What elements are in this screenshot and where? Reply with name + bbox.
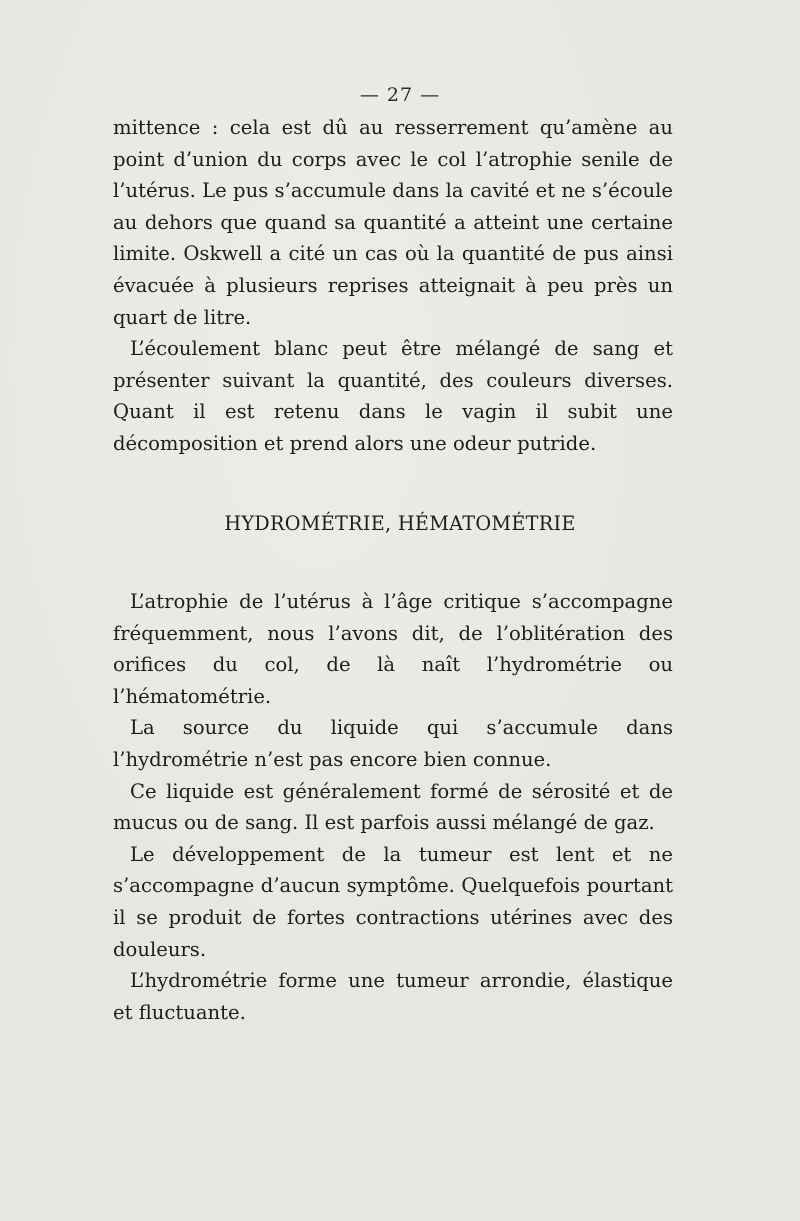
paragraph: L’hydrométrie forme une tumeur arrondie, élastique et fluctuante. xyxy=(113,969,673,1024)
text-block-top xyxy=(113,112,673,460)
section-heading: HYDROMÉTRIE, HÉMATOMÉTRIE xyxy=(224,512,576,535)
page-number: — 27 — xyxy=(359,84,441,106)
paragraph: L’atrophie de l’utérus à l’âge critique s’accompagne fréquemment, nous l’avons dit, de l’oblitération des orifices du col, de là naît l’hydrométrie ou l’hématométrie. xyxy=(113,590,673,708)
paragraph: Ce liquide est généralement formé de sérosité et de mucus ou de sang. Il est parfois aussi mélangé de gaz. xyxy=(113,779,673,835)
text-block-bottom xyxy=(113,586,673,1028)
paragraph: Le développement de la tumeur est lent et ne s’accompagne d’aucun symptôme. Quelquefois pourtant il se produit de fortes contractions utérines avec des douleurs. xyxy=(113,842,673,961)
paragraph: L’écoulement blanc peut être mélangé de sang et présenter suivant la quantité, des couleurs diverses. Quant il est retenu dans le vagin il subit une décomposition et prend alors une odeur putride. xyxy=(113,337,673,455)
paragraph: mittence : cela est dû au resserrement qu’amène au point d’union du corps avec le col l’atrophie senile de l’utérus. Le pus s’accumule dans la cavité et ne s’écoule au dehors que quand sa quantité a atteint une certaine limite. Oskwell a cité un cas où la quantité de pus ainsi évacuée à plusieurs reprises atteignait à peu près un quart de litre. xyxy=(113,116,673,329)
paragraph: La source du liquide qui s’accumule dans l’hydrométrie n’est pas encore bien connue. xyxy=(113,716,673,771)
